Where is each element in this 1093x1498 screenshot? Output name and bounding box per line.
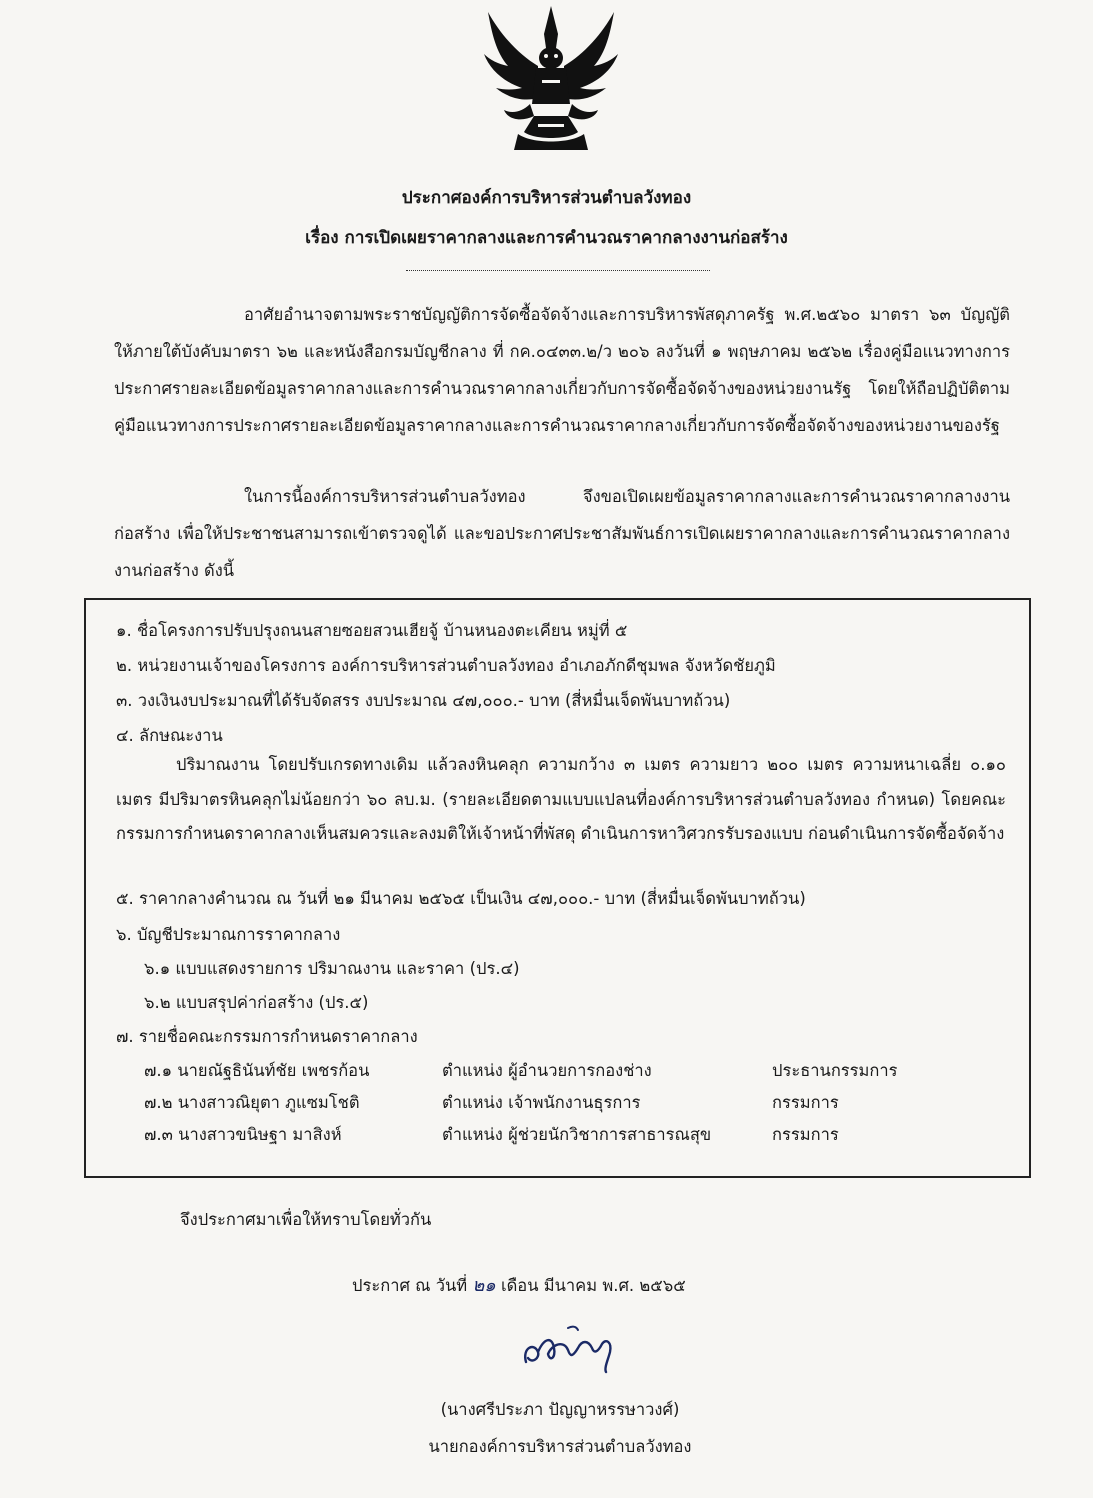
item-estimate-pr5: ๖.๒ แบบสรุปค่าก่อสร้าง (ปร.๕) (144, 993, 369, 1012)
committee-member-role: กรรมการ (772, 1093, 839, 1112)
committee-member-role: กรรมการ (772, 1125, 839, 1144)
date-prefix: ประกาศ ณ วันที่ (352, 1276, 468, 1295)
item-work-type: ๔. ลักษณะงาน (116, 726, 223, 745)
committee-member-role: ประธานกรรมการ (772, 1061, 898, 1080)
closing-statement: จึงประกาศมาเพื่อให้ทราบโดยทั่วกัน (180, 1210, 432, 1229)
date-day: ๒๑ (472, 1275, 496, 1296)
item-estimate-list: ๖. บัญชีประมาณการราคากลาง (116, 925, 341, 944)
signer-title: นายกองค์การบริหารส่วนตำบลวังทอง (428, 1437, 692, 1456)
handwritten-signature (512, 1318, 632, 1378)
item-project-name: ๑. ชื่อโครงการปรับปรุงถนนสายซอยสวนเฮียจู้ บ้านหนองตะเคียน หมู่ที่ ๕ (116, 621, 628, 640)
committee-member-name: ๗.๑ นายณัฐธินันท์ชัย เพชรก้อน (144, 1061, 370, 1080)
announcement-title: ประกาศองค์การบริหารส่วนตำบลวังทอง (401, 188, 692, 208)
announcement-date (352, 1270, 686, 1299)
item-estimate-pr4: ๖.๑ แบบแสดงรายการ ปริมาณงาน และราคา (ปร.๔) (144, 959, 520, 978)
date-month-year: เดือน มีนาคม พ.ศ. ๒๕๖๕ (500, 1276, 686, 1295)
paragraph-authority: อาศัยอำนาจตามพระราชบัญญัติการจัดซื้อจัดจ้างและการบริหารพัสดุภาครัฐ พ.ศ.๒๕๖๐ มาตรา ๖๓ บัญญัติให้ภายใต้บังคับมาตรา ๖๒ และหนังสือกรมบัญชีกลาง ที่ กค.๐๔๓๓.๒/ว ๒๐๖ ลงวันที่ ๑ พฤษภาคม ๒๕๖๒ เรื่องคู่มือแนวทางการประกาศรายละเอียดข้อมูลราคากลางและการคำนวณราคากลางเกี่ยวกับการจัดซื้อจัดจ้างของหน่วยงานรัฐ โดยให้ถือปฏิบัติตามคู่มือแนวทางการประกาศรายละเอียดข้อมูลราคากลางและการคำนวณราคากลางเกี่ยวกับการจัดซื้อจัดจ้างของหน่วยงานของรัฐ (114, 305, 1010, 435)
committee-member-position: ตำแหน่ง เจ้าพนักงานธุรการ (442, 1093, 641, 1112)
item-work-detail: ปริมาณงาน โดยปรับเกรดทางเดิม แล้วลงหินคลุก ความกว้าง ๓ เมตร ความยาว ๒๐๐ เมตร ความหนาเฉลี่ย ๐.๑๐ เมตร มีปริมาตรหินคลุกไม่น้อยกว่า ๖๐ ลบ.ม. (รายละเอียดตามแบบแปลนที่องค์การบริหารส่วนตำบลวังทอง กำหนด) โดยคณะกรรมการกำหนดราคากลางเห็นสมควรและลงมติให้เจ้าหน้าที่พัสดุ ดำเนินการหาวิศวกรรับรองแบบ ก่อนดำเนินการจัดซื้อจัดจ้าง (116, 755, 1006, 843)
garuda-emblem-icon (478, 4, 624, 154)
announcement-subject: เรื่อง การเปิดเผยราคากลางและการคำนวณราคากลางงานก่อสร้าง (305, 228, 788, 248)
project-details-box (84, 598, 1031, 1178)
committee-member-position: ตำแหน่ง ผู้อำนวยการกองช่าง (442, 1061, 652, 1080)
item-owner-agency: ๒. หน่วยงานเจ้าของโครงการ องค์การบริหารส่วนตำบลวังทอง อำเภอภักดีชุมพล จังหวัดชัยภูมิ (116, 656, 776, 675)
dotted-divider (406, 270, 710, 271)
paragraph-disclosure: ในการนี้องค์การบริหารส่วนตำบลวังทอง จึงขอเปิดเผยข้อมูลราคากลางและการคำนวณราคากลางงานก่อสร้าง เพื่อให้ประชาชนสามารถเข้าตรวจดูได้ และขอประกาศประชาสัมพันธ์การเปิดเผยราคากลางและการคำนวณราคากลางงานก่อสร้าง ดังนี้ (114, 487, 1010, 580)
item-committee: ๗. รายชื่อคณะกรรมการกำหนดราคากลาง (116, 1027, 418, 1046)
committee-member-name: ๗.๓ นางสาวขนิษฐา มาสิงห์ (144, 1125, 342, 1144)
item-median-price: ๕. ราคากลางคำนวณ ณ วันที่ ๒๑ มีนาคม ๒๕๖๕ เป็นเงิน ๔๗,๐๐๐.- บาท (สี่หมื่นเจ็ดพันบาทถ้วน) (116, 889, 806, 908)
item-budget: ๓. วงเงินงบประมาณที่ได้รับจัดสรร งบประมาณ ๔๗,๐๐๐.- บาท (สี่หมื่นเจ็ดพันบาทถ้วน) (116, 691, 731, 710)
committee-member-position: ตำแหน่ง ผู้ช่วยนักวิชาการสาธารณสุข (442, 1125, 712, 1144)
committee-member-name: ๗.๒ นางสาวณิยุตา ภูแซมโชติ (144, 1093, 360, 1112)
signer-name: (นางศรีประภา ปัญญาหรรษาวงศ์) (440, 1400, 680, 1419)
